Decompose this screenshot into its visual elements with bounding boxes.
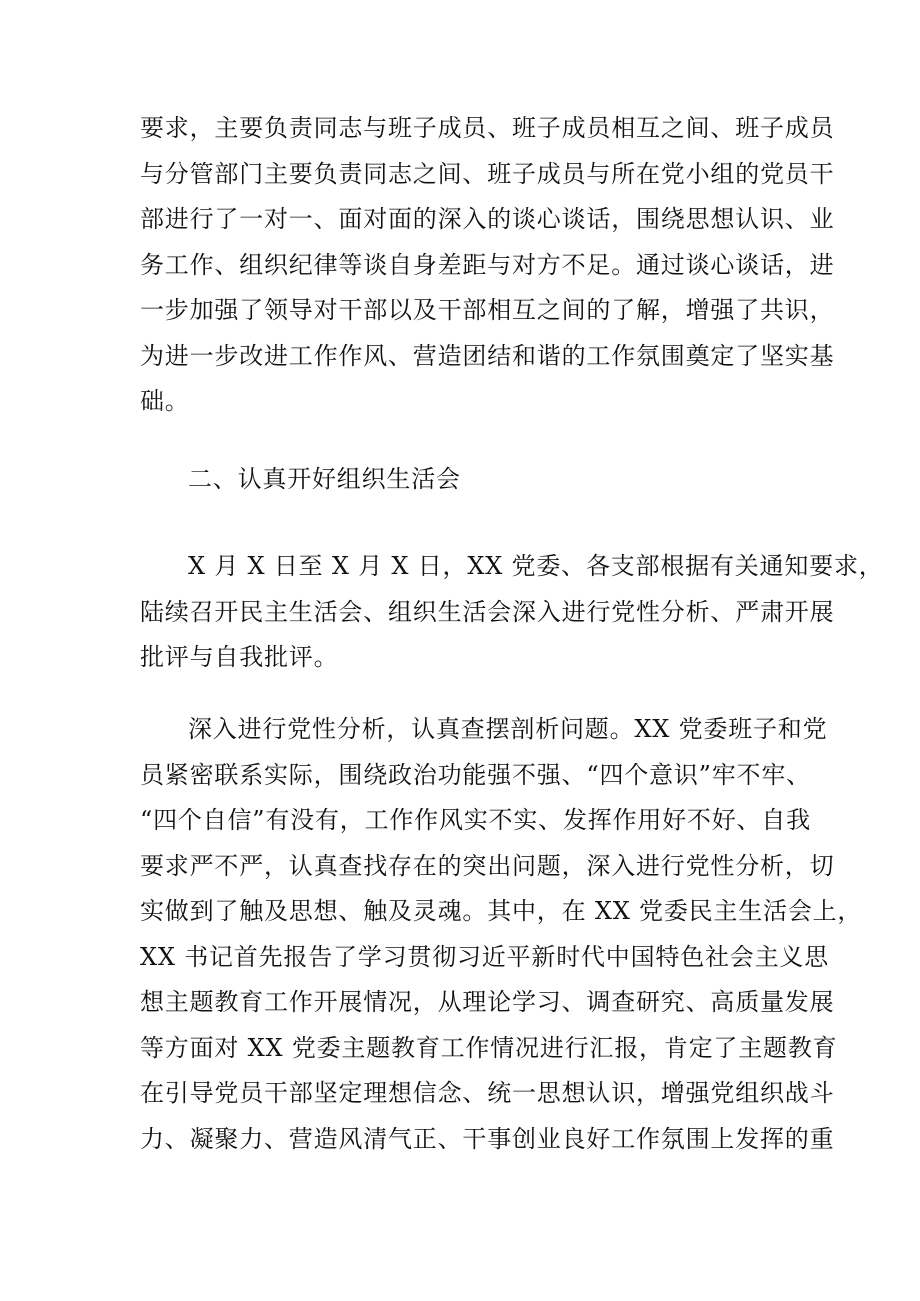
text-line: 深入进行党性分析，认真查摆剖析问题。XX 党委班子和党 [188, 715, 828, 743]
text-line: 力、凝聚力、营造风清气正、干事创业良好工作氛围上发挥的重 [140, 1124, 835, 1153]
text-line: 务工作、组织纪律等谈自身差距与对方不足。通过谈心谈话，进 [140, 250, 835, 279]
paragraph-party-analysis [140, 707, 863, 1162]
text-line: 批评与自我批评。 [140, 643, 339, 671]
text-line: 想主题教育工作开展情况，从理论学习、调查研究、高质量发展 [140, 988, 835, 1016]
text-line: X 月 X 日至 X 月 X 日，XX 党委、各支部根据有关通知要求， [188, 552, 884, 580]
text-line: 础。 [140, 387, 190, 415]
text-line: 等方面对 XX 党委主题教育工作情况进行汇报，肯定了主题教育 [140, 1033, 838, 1062]
text-line: 与分管部门主要负责同志之间、班子成员与所在党小组的党员干 [140, 159, 835, 188]
text-line: 实做到了触及思想、触及灵魂。其中，在 XX 党委民主生活会上， [140, 897, 863, 925]
section-heading: 二、认真开好组织生活会 [188, 465, 461, 493]
paragraph-talks [140, 106, 835, 425]
text-line: 要求，主要负责同志与班子成员、班子成员相互之间、班子成员 [140, 114, 835, 142]
text-line: 在引导党员干部坚定理想信念、统一思想认识，增强党组织战斗 [140, 1079, 835, 1107]
text-line: 陆续召开民主生活会、组织生活会深入进行党性分析、严肃开展 [140, 597, 835, 626]
text-line: 员紧密联系实际，围绕政治功能强不强、“四个意识”牢不牢、 [140, 760, 811, 789]
text-line: XX 书记首先报告了学习贯彻习近平新时代中国特色社会主义思 [140, 942, 829, 971]
text-line: “四个自信”有没有，工作作风实不实、发挥作用好不好、自我 [140, 806, 811, 834]
text-line: 为进一步改进工作作风、营造团结和谐的工作氛围奠定了坚实基 [140, 341, 835, 370]
text-line: 要求严不严，认真查找存在的突出问题，深入进行党性分析，切 [140, 851, 835, 880]
text-line: 部进行了一对一、面对面的深入的谈心谈话，围绕思想认识、业 [140, 205, 835, 233]
paragraph-meetings [140, 544, 884, 681]
text-line: 一步加强了领导对干部以及干部相互之间的了解，增强了共识， [140, 296, 835, 324]
